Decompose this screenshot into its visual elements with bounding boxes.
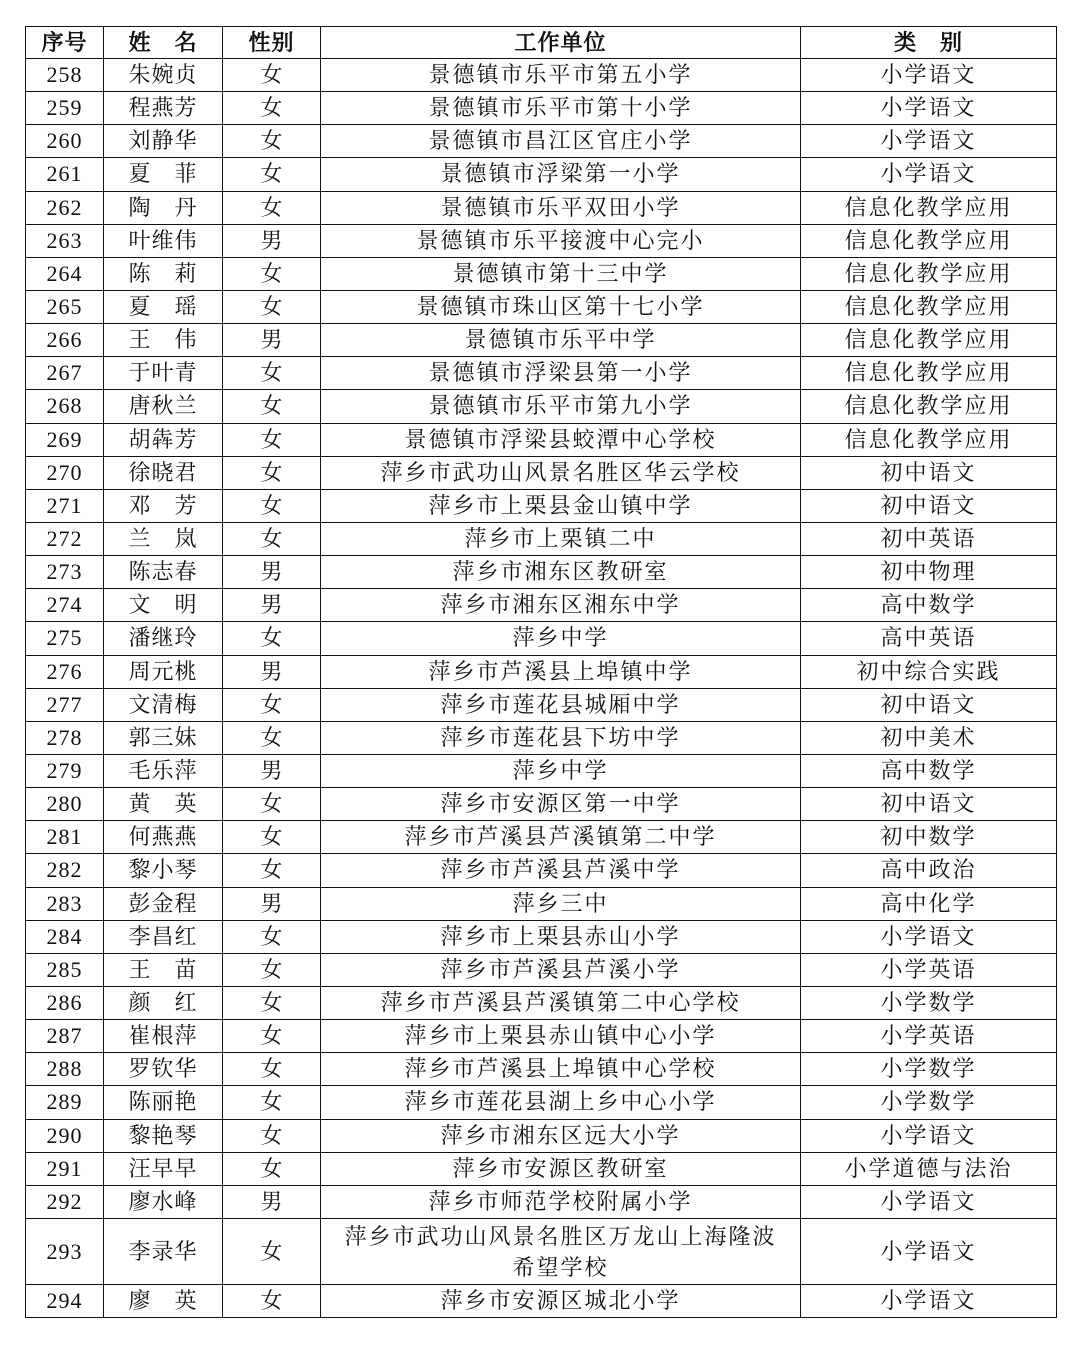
cell-name: 黎小琴 [104,854,223,887]
cell-unit: 萍乡市上栗镇二中 [321,522,801,555]
cell-unit: 萍乡市武功山风景名胜区万龙山上海隆波 希望学校 [321,1218,801,1284]
table-row [26,1185,1057,1218]
cell-category: 小学英语 [801,1020,1057,1053]
cell-no: 292 [26,1185,104,1218]
cell-no: 267 [26,357,104,390]
cell-gender: 女 [223,1020,321,1053]
cell-name: 兰 岚 [104,522,223,555]
table-row [26,257,1057,290]
cell-gender: 女 [223,1152,321,1185]
cell-category: 小学语文 [801,1285,1057,1318]
cell-gender: 女 [223,622,321,655]
cell-gender: 女 [223,953,321,986]
cell-name: 夏 瑶 [104,290,223,323]
cell-no: 266 [26,324,104,357]
cell-no: 258 [26,59,104,92]
cell-no: 269 [26,423,104,456]
cell-no: 289 [26,1086,104,1119]
table-body [26,59,1057,1318]
cell-name: 郭三妹 [104,721,223,754]
table-row [26,456,1057,489]
cell-category: 小学语文 [801,920,1057,953]
header-row [26,27,1057,59]
header-gender: 性别 [223,27,321,59]
cell-name: 何燕燕 [104,821,223,854]
cell-unit: 景德镇市乐平市第五小学 [321,59,801,92]
header-unit: 工作单位 [321,27,801,59]
table-row [26,59,1057,92]
cell-no: 277 [26,688,104,721]
cell-category: 信息化教学应用 [801,423,1057,456]
cell-category: 小学道德与法治 [801,1152,1057,1185]
table-row [26,290,1057,323]
cell-gender: 女 [223,788,321,821]
table-row [26,589,1057,622]
cell-category: 高中数学 [801,754,1057,787]
cell-category: 小学数学 [801,986,1057,1019]
cell-no: 282 [26,854,104,887]
cell-gender: 男 [223,556,321,589]
cell-unit: 景德镇市乐平双田小学 [321,191,801,224]
cell-no: 276 [26,655,104,688]
cell-gender: 女 [223,1119,321,1152]
table-row [26,125,1057,158]
cell-unit: 萍乡市安源区第一中学 [321,788,801,821]
table-row [26,1218,1057,1284]
cell-unit: 萍乡市莲花县城厢中学 [321,688,801,721]
cell-name: 汪早早 [104,1152,223,1185]
cell-category: 小学语文 [801,1218,1057,1284]
cell-name: 廖水峰 [104,1185,223,1218]
table-row [26,754,1057,787]
cell-no: 271 [26,489,104,522]
cell-name: 李录华 [104,1218,223,1284]
cell-unit: 萍乡市安源区城北小学 [321,1285,801,1318]
cell-category: 小学语文 [801,125,1057,158]
cell-name: 彭金程 [104,887,223,920]
table-row [26,158,1057,191]
roster-table [25,26,1057,1318]
cell-gender: 男 [223,589,321,622]
header-no: 序号 [26,27,104,59]
header-name: 姓 名 [104,27,223,59]
cell-unit: 萍乡三中 [321,887,801,920]
cell-no: 283 [26,887,104,920]
cell-gender: 女 [223,456,321,489]
cell-no: 270 [26,456,104,489]
cell-no: 279 [26,754,104,787]
cell-gender: 女 [223,489,321,522]
table-row [26,1053,1057,1086]
cell-name: 邓 芳 [104,489,223,522]
cell-gender: 女 [223,290,321,323]
cell-no: 273 [26,556,104,589]
cell-unit: 萍乡市莲花县湖上乡中心小学 [321,1086,801,1119]
cell-gender: 女 [223,1285,321,1318]
cell-unit: 景德镇市浮梁县蛟潭中心学校 [321,423,801,456]
cell-unit: 景德镇市乐平接渡中心完小 [321,224,801,257]
cell-category: 小学语文 [801,1185,1057,1218]
cell-no: 264 [26,257,104,290]
cell-no: 268 [26,390,104,423]
table-row [26,224,1057,257]
cell-category: 初中物理 [801,556,1057,589]
cell-gender: 女 [223,522,321,555]
cell-unit: 景德镇市浮梁第一小学 [321,158,801,191]
cell-category: 小学数学 [801,1086,1057,1119]
cell-no: 290 [26,1119,104,1152]
cell-unit: 萍乡市芦溪县芦溪镇第二中学 [321,821,801,854]
cell-no: 281 [26,821,104,854]
cell-unit: 景德镇市珠山区第十七小学 [321,290,801,323]
cell-gender: 男 [223,655,321,688]
table-row [26,622,1057,655]
cell-gender: 女 [223,357,321,390]
cell-category: 小学语文 [801,59,1057,92]
cell-category: 高中政治 [801,854,1057,887]
cell-name: 陶 丹 [104,191,223,224]
cell-category: 信息化教学应用 [801,290,1057,323]
cell-gender: 女 [223,1086,321,1119]
cell-no: 293 [26,1218,104,1284]
table-row [26,556,1057,589]
cell-gender: 女 [223,92,321,125]
table-row [26,1152,1057,1185]
cell-no: 287 [26,1020,104,1053]
cell-category: 初中语文 [801,456,1057,489]
cell-gender: 女 [223,821,321,854]
cell-gender: 女 [223,257,321,290]
cell-gender: 女 [223,688,321,721]
cell-unit: 景德镇市昌江区官庄小学 [321,125,801,158]
cell-gender: 女 [223,125,321,158]
cell-unit: 景德镇市乐平市第九小学 [321,390,801,423]
cell-no: 262 [26,191,104,224]
cell-gender: 女 [223,423,321,456]
cell-no: 265 [26,290,104,323]
cell-unit: 萍乡市湘东区远大小学 [321,1119,801,1152]
cell-gender: 女 [223,1218,321,1284]
cell-name: 徐晓君 [104,456,223,489]
cell-name: 廖 英 [104,1285,223,1318]
cell-unit: 萍乡市师范学校附属小学 [321,1185,801,1218]
cell-no: 260 [26,125,104,158]
cell-category: 信息化教学应用 [801,324,1057,357]
cell-gender: 男 [223,324,321,357]
table-row [26,854,1057,887]
cell-no: 272 [26,522,104,555]
cell-name: 黎艳琴 [104,1119,223,1152]
table-row [26,953,1057,986]
table-row [26,489,1057,522]
cell-unit: 景德镇市乐平中学 [321,324,801,357]
cell-name: 毛乐萍 [104,754,223,787]
cell-unit: 萍乡市芦溪县芦溪中学 [321,854,801,887]
cell-name: 胡犇芳 [104,423,223,456]
cell-unit: 萍乡市芦溪县上埠镇中学 [321,655,801,688]
cell-category: 初中语文 [801,788,1057,821]
table-row [26,324,1057,357]
cell-name: 文 明 [104,589,223,622]
cell-name: 颜 红 [104,986,223,1019]
cell-name: 程燕芳 [104,92,223,125]
cell-gender: 女 [223,59,321,92]
table-row [26,920,1057,953]
cell-unit: 萍乡市莲花县下坊中学 [321,721,801,754]
cell-unit: 萍乡市芦溪县芦溪小学 [321,953,801,986]
table-row [26,788,1057,821]
cell-name: 朱婉贞 [104,59,223,92]
cell-name: 夏 菲 [104,158,223,191]
cell-no: 284 [26,920,104,953]
cell-category: 高中英语 [801,622,1057,655]
cell-unit: 景德镇市浮梁县第一小学 [321,357,801,390]
cell-name: 王 苗 [104,953,223,986]
cell-gender: 男 [223,224,321,257]
cell-unit: 萍乡中学 [321,754,801,787]
cell-no: 274 [26,589,104,622]
table-row [26,721,1057,754]
cell-gender: 男 [223,887,321,920]
cell-no: 285 [26,953,104,986]
cell-name: 潘继玲 [104,622,223,655]
table-row [26,887,1057,920]
cell-category: 小学语文 [801,158,1057,191]
cell-no: 278 [26,721,104,754]
cell-unit: 景德镇市乐平市第十小学 [321,92,801,125]
cell-unit: 萍乡市湘东区湘东中学 [321,589,801,622]
cell-gender: 女 [223,158,321,191]
cell-category: 小学英语 [801,953,1057,986]
cell-name: 陈丽艳 [104,1086,223,1119]
cell-name: 陈 莉 [104,257,223,290]
table-row [26,821,1057,854]
cell-name: 刘静华 [104,125,223,158]
cell-category: 信息化教学应用 [801,224,1057,257]
cell-unit: 萍乡市芦溪县芦溪镇第二中心学校 [321,986,801,1019]
cell-name: 文清梅 [104,688,223,721]
cell-category: 初中数学 [801,821,1057,854]
cell-no: 261 [26,158,104,191]
table-row [26,655,1057,688]
table-row [26,1285,1057,1318]
cell-unit: 萍乡市上栗县金山镇中学 [321,489,801,522]
table-row [26,390,1057,423]
cell-gender: 女 [223,920,321,953]
cell-category: 小学语文 [801,1119,1057,1152]
cell-category: 信息化教学应用 [801,191,1057,224]
cell-name: 王 伟 [104,324,223,357]
cell-gender: 女 [223,390,321,423]
table-row [26,191,1057,224]
cell-name: 李昌红 [104,920,223,953]
cell-category: 初中语文 [801,688,1057,721]
cell-unit: 景德镇市第十三中学 [321,257,801,290]
table-row [26,522,1057,555]
cell-category: 小学数学 [801,1053,1057,1086]
cell-unit: 萍乡市湘东区教研室 [321,556,801,589]
cell-unit: 萍乡市安源区教研室 [321,1152,801,1185]
table-row [26,92,1057,125]
cell-category: 信息化教学应用 [801,390,1057,423]
cell-category: 信息化教学应用 [801,257,1057,290]
cell-name: 崔根萍 [104,1020,223,1053]
cell-unit: 萍乡市上栗县赤山镇中心小学 [321,1020,801,1053]
cell-no: 286 [26,986,104,1019]
cell-no: 294 [26,1285,104,1318]
cell-name: 叶维伟 [104,224,223,257]
cell-unit: 萍乡市芦溪县上埠镇中心学校 [321,1053,801,1086]
table-row [26,1020,1057,1053]
header-category: 类 别 [801,27,1057,59]
cell-unit: 萍乡中学 [321,622,801,655]
table-row [26,688,1057,721]
table-row [26,986,1057,1019]
cell-category: 初中语文 [801,489,1057,522]
cell-category: 信息化教学应用 [801,357,1057,390]
cell-category: 初中英语 [801,522,1057,555]
cell-category: 小学语文 [801,92,1057,125]
cell-category: 初中综合实践 [801,655,1057,688]
cell-gender: 女 [223,1053,321,1086]
cell-no: 280 [26,788,104,821]
cell-name: 陈志春 [104,556,223,589]
cell-gender: 男 [223,754,321,787]
cell-category: 高中数学 [801,589,1057,622]
cell-gender: 男 [223,1185,321,1218]
table-row [26,1119,1057,1152]
cell-no: 259 [26,92,104,125]
table-header [26,27,1057,59]
cell-no: 263 [26,224,104,257]
table-row [26,423,1057,456]
cell-category: 初中美术 [801,721,1057,754]
cell-no: 291 [26,1152,104,1185]
cell-no: 288 [26,1053,104,1086]
cell-no: 275 [26,622,104,655]
cell-gender: 女 [223,721,321,754]
cell-unit: 萍乡市武功山风景名胜区华云学校 [321,456,801,489]
cell-name: 罗钦华 [104,1053,223,1086]
cell-name: 周元桃 [104,655,223,688]
cell-unit: 萍乡市上栗县赤山小学 [321,920,801,953]
cell-name: 黄 英 [104,788,223,821]
cell-gender: 女 [223,191,321,224]
table-row [26,357,1057,390]
cell-name: 于叶青 [104,357,223,390]
table-row [26,1086,1057,1119]
cell-gender: 女 [223,986,321,1019]
cell-gender: 女 [223,854,321,887]
cell-name: 唐秋兰 [104,390,223,423]
cell-category: 高中化学 [801,887,1057,920]
